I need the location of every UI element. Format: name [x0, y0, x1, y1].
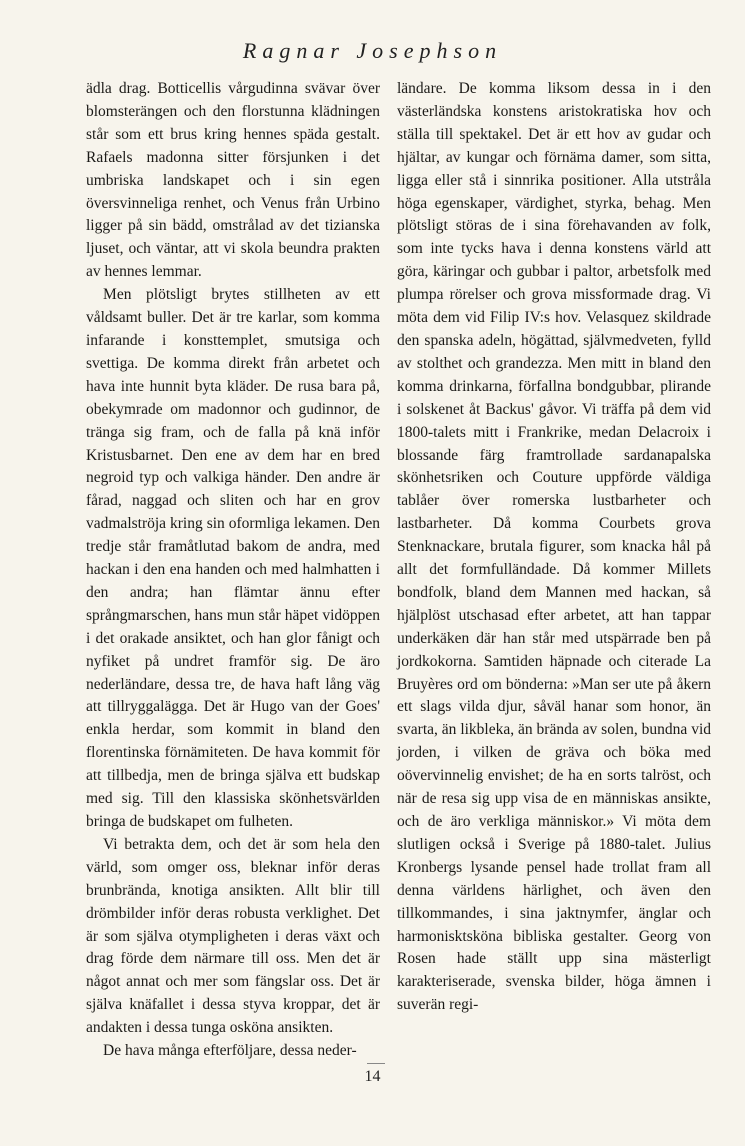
left-column: [86, 78, 380, 1063]
running-head: Ragnar Josephson: [242, 38, 503, 63]
right-column: [397, 78, 711, 1017]
folio-rule: [367, 1063, 385, 1064]
paragraph: ländare. De komma liksom dessa in i den västerländska konstens aristokratiska hov och ställa till spektakel. Det är ett hov av gudar och hjältar, av kungar och förnäma damer, som sitta, ligga eller stå i sinnrika positioner. Alla utstråla höga egenskaper, värdighet, styrka, behag. Men plötsligt störas de i sina förehavanden av folk, som inte tycks hava i denna konstens värld att göra, käringar och gubbar i paltor, arbetsfolk med plumpa rörelser och grova missformade drag. Vi möta dem vid Filip IV:s hov. Velasquez skildrade den spanska adeln, högättad, självmedveten, fylld av stolthet och grandezza. Men mitt in bland den komma drinkarna, förfallna bondgubbar, plirande i solskenet åt Backus' gåvor. Vi träffa på dem vid 1800-talets mitt i Frankrike, medan Delacroix i blossande färg framtrollade sardanapalska skönhetsriken och Couture uppförde väldiga tablåer över romerska lustbarheter och lastbarheter. Då komma Courbets grova Stenknackare, brutala figurer, som knacka hål på allt det formfulländade. Då kommer Millets bondfolk, bland dem Mannen med hackan, så hjälplöst utschasad efter arbetet, att han tappar underkäken där han står med utspärrade ben på jordkokorna. Samtiden häpnade och citerade La Bruyères ord om bönderna: »Man ser ute på åkern ett slags vilda djur, såväl hanar som honor, än svarta, än likbleka, än brända av solen, bundna vid jorden, i vilken de gräva och böka med oövervinnelig envishet; de ha en sorts talröst, och när de resa sig upp visa de en människas ansikte, och de äro verkliga människor.» Vi möta dem slutligen också i Sverige på 1880-talet. Julius Kronbergs lysande pensel hade trollat fram all denna världens härlighet, och även den tillkommandes, i sina jaktnymfer, änglar och harmonisktsköna bibliska gestalter. Georg von Rosen hade ställt upp sina mästerligt karakteriserade, svenska bilder, höga ämnen i suverän regi-: [397, 80, 711, 1014]
page-number: 14: [364, 1068, 381, 1085]
paragraph: Men plötsligt brytes stillheten av ett våldsamt buller. Det är tre karlar, som komma infarande i konsttemplet, smutsiga och svettiga. De komma direkt från arbetet och hava inte hunnit byta kläder. De rusa bara på, obekymrade om madonnor och gudinnor, de tränga sig fram, och de falla på knä inför Kristusbarnet. Den ene av dem har en bred negroid typ och valkiga händer. Den andre är fårad, naggad och sliten och har en grov vadmalströja kring sin oformliga lekamen. Den tredje står framåtlutad bakom de andra, med hackan i den ena handen och med halmhatten i den andra; han flämtar ännu efter språngmarschen, hans mun står häpet vidöppen i det orakade ansiktet, och han glor fånigt och nyfiket på undret framför sig. De äro nederländare, dessa tre, de hava haft lång väg att tillryggalägga. Det är Hugo van der Goes' enkla herdar, som kommit in bland den florentinska förnämiteten. De hava kommit för att tillbedja, men de bringa själva ett budskap med sig. Till den klassiska skönhetsvärlden bringa de budskapet om fulheten.: [86, 286, 380, 830]
paragraph: ädla drag. Botticellis vårgudinna svävar över blomsterängen och den florstunna klädningen står som ett brus kring hennes späda gestalt. Rafaels madonna sitter försjunken i det umbriska landskapet och i sin egen översvinneliga renhet, och Venus från Urbino ligger på sin bädd, omstrålad av det tizianska ljuset, och väntar, att vi skola beundra prakten av hennes lemmar.: [86, 80, 380, 281]
paragraph: De hava många efterföljare, dessa neder-: [103, 1042, 357, 1060]
paragraph: Vi betrakta dem, och det är som hela den värld, som omger oss, bleknar inför deras brunbrända, knotiga ansikten. Allt blir till drömbilder inför deras robusta verklighet. Det är som själva otympligheten i deras växt och drag förde dem närmare till oss. Men det är något annat och mer som fängslar oss. Det är själva knäfallet i dessa styva kroppar, det är andakten i dessa tunga osköna ansikten.: [86, 835, 380, 1037]
